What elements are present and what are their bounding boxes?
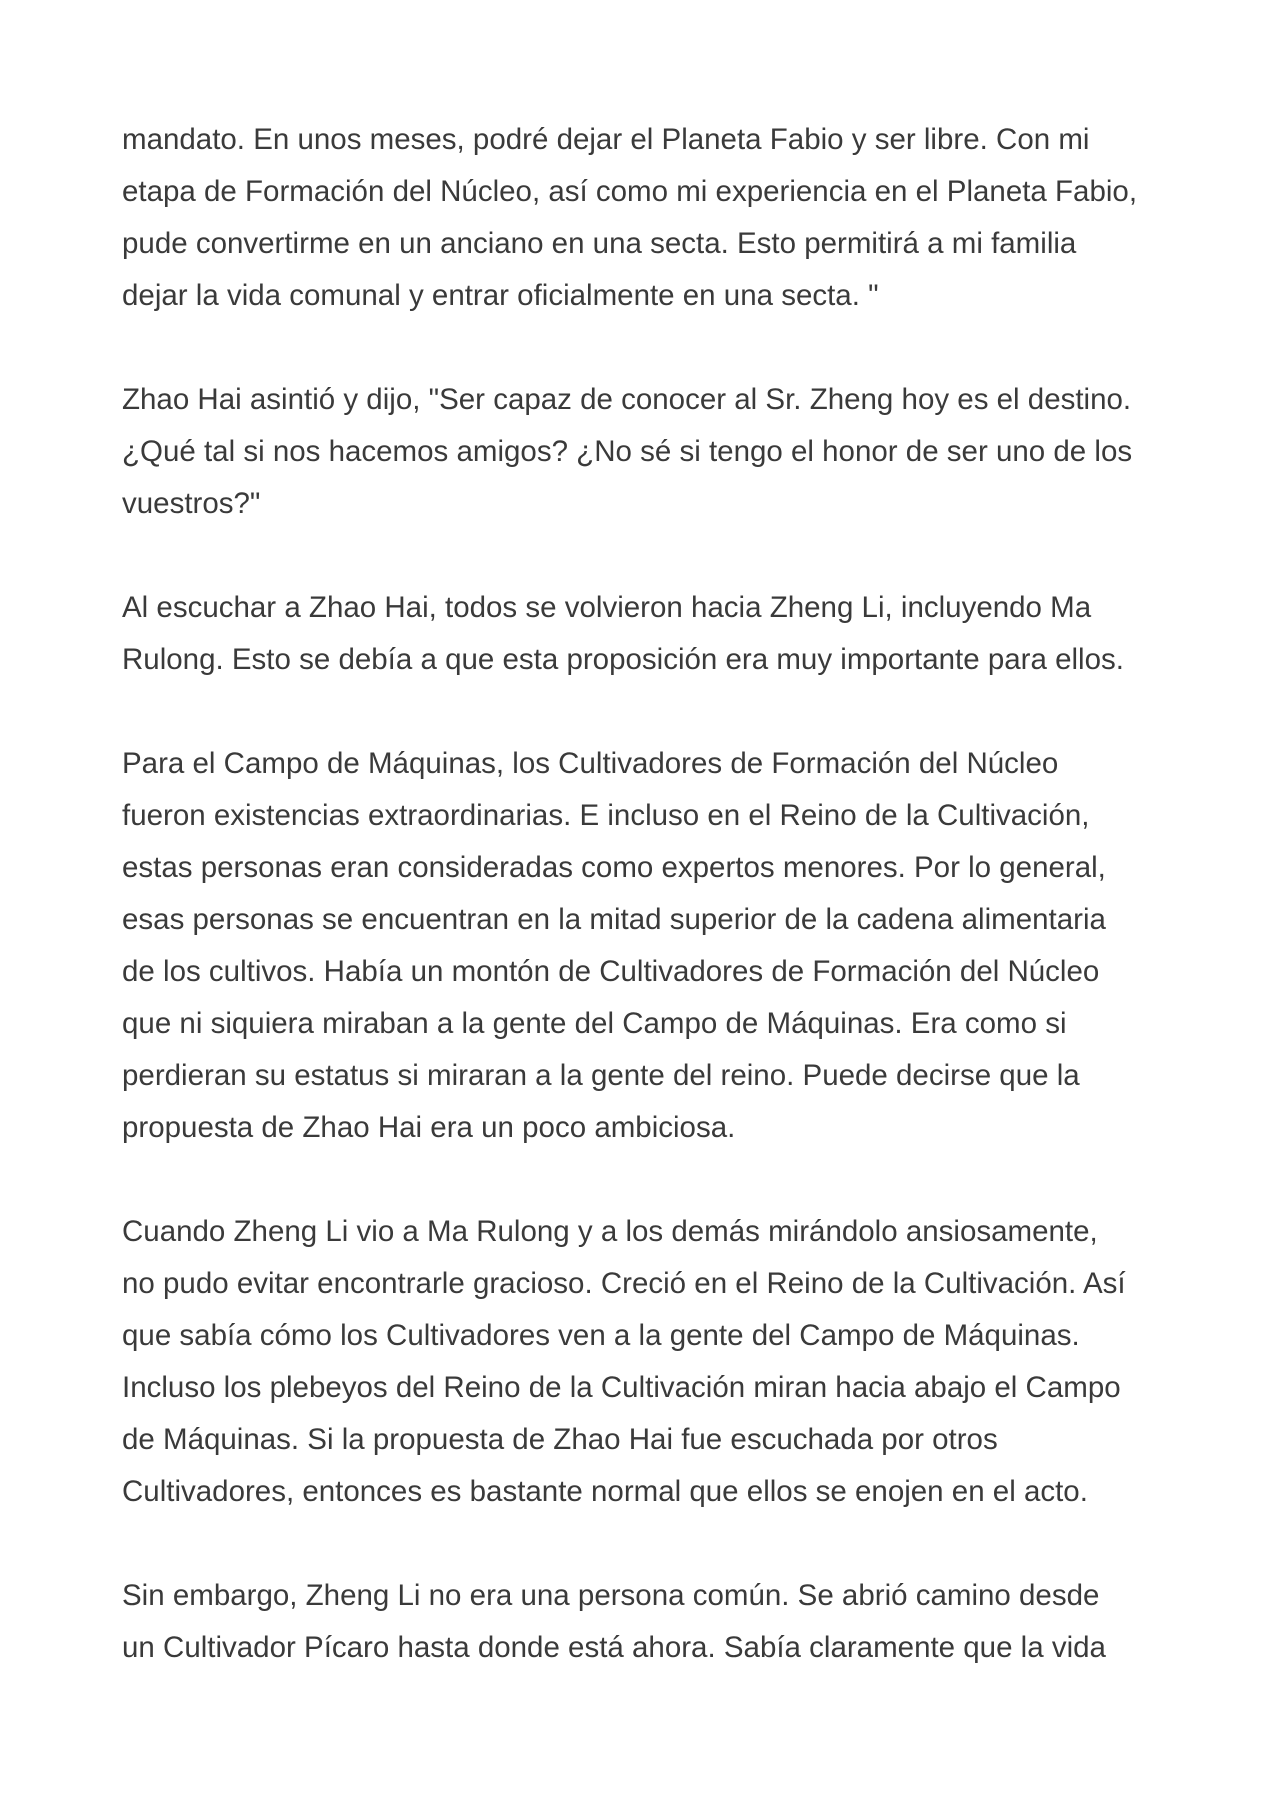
text-line: fueron existencias extraordinarias. E incluso en el Reino de la Cultivación, — [122, 799, 1090, 832]
paragraph-3 — [122, 582, 1182, 686]
text-line: pude convertirme en un anciano en una secta. Esto permitirá a mi familia — [122, 227, 1077, 260]
text-line: perdieran su estatus si miraran a la gente del reino. Puede decirse que la — [122, 1059, 1080, 1092]
text-line: propuesta de Zhao Hai era un poco ambiciosa. — [122, 1111, 736, 1144]
text-line: un Cultivador Pícaro hasta donde está ahora. Sabía claramente que la vida — [122, 1631, 1106, 1664]
text-line: esas personas se encuentran en la mitad superior de la cadena alimentaria — [122, 903, 1106, 936]
text-line: de Máquinas. Si la propuesta de Zhao Hai fue escuchada por otros — [122, 1423, 998, 1456]
text-line: Incluso los plebeyos del Reino de la Cultivación miran hacia abajo el Campo — [122, 1371, 1121, 1404]
text-line: de los cultivos. Había un montón de Cultivadores de Formación del Núcleo — [122, 955, 1100, 988]
paragraph-5 — [122, 1206, 1182, 1518]
text-line: no pudo evitar encontrarle gracioso. Creció en el Reino de la Cultivación. Así — [122, 1267, 1126, 1300]
text-line: ¿Qué tal si nos hacemos amigos? ¿No sé si tengo el honor de ser uno de los — [122, 435, 1133, 468]
paragraph-2 — [122, 374, 1182, 530]
paragraph-6 — [122, 1570, 1182, 1674]
text-line: Al escuchar a Zhao Hai, todos se volvieron hacia Zheng Li, incluyendo Ma — [122, 591, 1092, 624]
paragraph-1 — [122, 114, 1182, 322]
text-line: Para el Campo de Máquinas, los Cultivadores de Formación del Núcleo — [122, 747, 1059, 780]
text-line: dejar la vida comunal y entrar oficialmente en una secta. " — [122, 279, 879, 312]
text-line: mandato. En unos meses, podré dejar el Planeta Fabio y ser libre. Con mi — [122, 123, 1090, 156]
text-line: vuestros?" — [122, 487, 261, 520]
text-line: Rulong. Esto se debía a que esta proposición era muy importante para ellos. — [122, 643, 1124, 676]
text-line: estas personas eran consideradas como expertos menores. Por lo general, — [122, 851, 1106, 884]
document-body — [122, 114, 1182, 1726]
text-line: Zhao Hai asintió y dijo, "Ser capaz de conocer al Sr. Zheng hoy es el destino. — [122, 383, 1132, 416]
paragraph-4 — [122, 738, 1182, 1154]
text-line: Sin embargo, Zheng Li no era una persona común. Se abrió camino desde — [122, 1579, 1100, 1612]
text-line: que sabía cómo los Cultivadores ven a la gente del Campo de Máquinas. — [122, 1319, 1080, 1352]
text-line: Cuando Zheng Li vio a Ma Rulong y a los demás mirándolo ansiosamente, — [122, 1215, 1098, 1248]
text-line: Cultivadores, entonces es bastante normal que ellos se enojen en el acto. — [122, 1475, 1088, 1508]
text-line: etapa de Formación del Núcleo, así como mi experiencia en el Planeta Fabio, — [122, 175, 1138, 208]
text-line: que ni siquiera miraban a la gente del Campo de Máquinas. Era como si — [122, 1007, 1067, 1040]
